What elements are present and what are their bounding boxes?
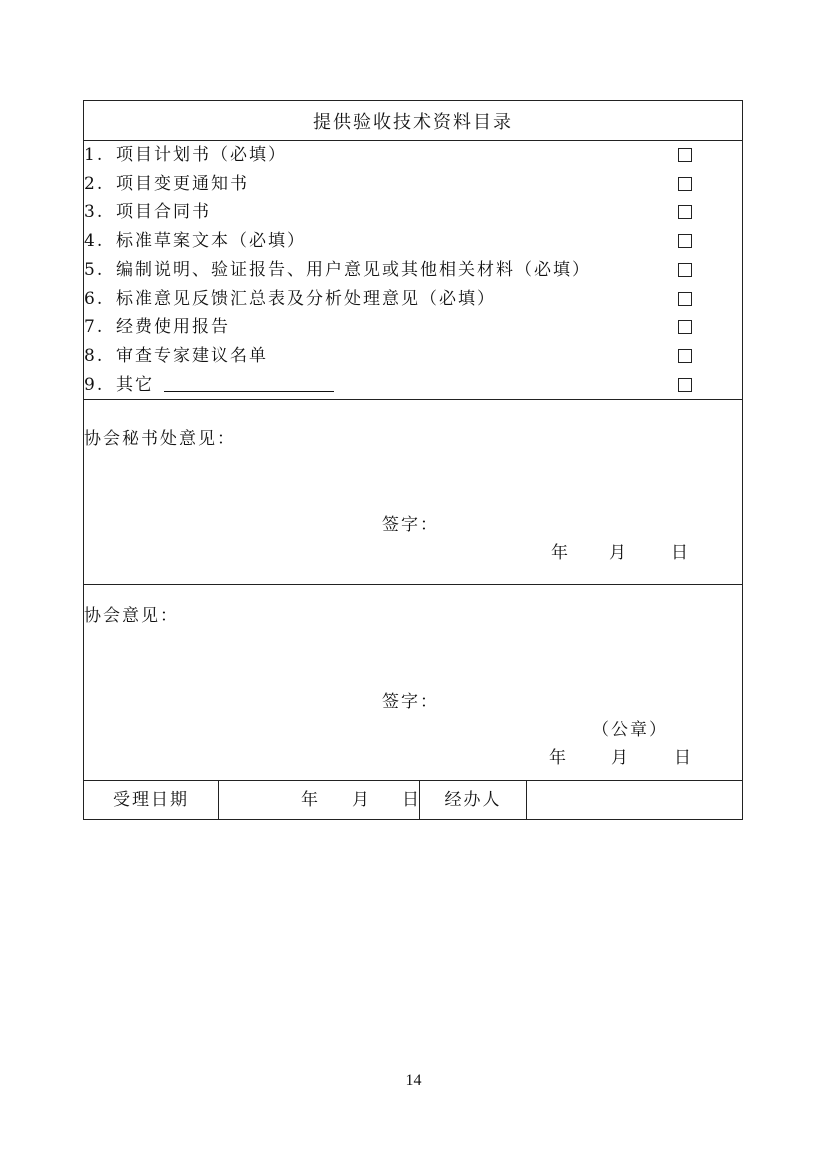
checklist-item	[84, 198, 742, 226]
receipt-day-label: 日	[402, 790, 421, 810]
item-number: 3.	[84, 202, 105, 223]
handler-value-cell[interactable]	[527, 781, 742, 819]
item-label-text: 其它	[116, 374, 154, 395]
receipt-date-label: 受理日期	[113, 790, 189, 810]
association-opinion-label: 协会意见：	[84, 606, 179, 626]
item-number: 4.	[84, 231, 105, 252]
checklist-item	[84, 371, 742, 399]
item-checkbox[interactable]	[678, 378, 692, 392]
item-checkbox[interactable]	[678, 263, 692, 277]
item-number: 1.	[84, 145, 105, 165]
item-number: 9.	[84, 374, 105, 395]
secretariat-sign-label: 签字：	[382, 515, 439, 535]
form-title-row	[84, 101, 742, 141]
checklist-item	[84, 342, 742, 370]
receipt-row	[84, 781, 742, 819]
checklist-item	[84, 285, 742, 313]
item-label: 经费使用报告	[116, 317, 230, 338]
secretariat-opinion-label: 协会秘书处意见：	[84, 429, 236, 449]
acceptance-form	[83, 100, 743, 820]
checklist-item	[84, 256, 742, 284]
item-label: 项目计划书（必填）	[116, 145, 287, 165]
materials-checklist	[84, 141, 742, 400]
association-day-label: 日	[674, 748, 693, 768]
item-number: 5.	[84, 259, 105, 280]
association-seal-label: （公章）	[592, 720, 668, 740]
item-label: 标准草案文本（必填）	[116, 231, 306, 252]
other-fill-line[interactable]	[164, 390, 334, 392]
receipt-date-label-cell	[84, 781, 219, 819]
item-number: 6.	[84, 288, 105, 309]
secretariat-month-label: 月	[609, 543, 628, 563]
checklist-item	[84, 313, 742, 341]
association-sign-label: 签字：	[382, 692, 439, 712]
page-number: 14	[405, 1072, 422, 1089]
item-label: 审查专家建议名单	[116, 345, 268, 366]
receipt-date-cell[interactable]	[219, 781, 420, 819]
item-label: 项目变更通知书	[116, 173, 249, 194]
association-month-label: 月	[611, 748, 630, 768]
handler-label: 经办人	[444, 790, 502, 810]
item-checkbox[interactable]	[678, 349, 692, 363]
item-checkbox[interactable]	[678, 234, 692, 248]
secretariat-year-label: 年	[551, 543, 570, 563]
checklist-item	[84, 227, 742, 255]
item-checkbox[interactable]	[678, 177, 692, 191]
item-checkbox[interactable]	[678, 320, 692, 334]
handler-label-cell	[420, 781, 527, 819]
receipt-month-label: 月	[352, 790, 371, 810]
receipt-year-label: 年	[301, 790, 320, 810]
checklist-item	[84, 170, 742, 198]
item-label-other	[116, 371, 334, 399]
association-opinion-section	[84, 585, 742, 781]
item-label: 编制说明、验证报告、用户意见或其他相关材料（必填）	[116, 259, 591, 280]
item-number: 7.	[84, 317, 105, 338]
item-number: 2.	[84, 173, 105, 194]
association-year-label: 年	[549, 748, 568, 768]
secretariat-opinion-section	[84, 400, 742, 585]
form-title: 提供验收技术资料目录	[313, 111, 513, 133]
item-checkbox[interactable]	[678, 205, 692, 219]
item-label: 标准意见反馈汇总表及分析处理意见（必填）	[116, 288, 496, 309]
checklist-item	[84, 141, 742, 169]
item-checkbox[interactable]	[678, 148, 692, 162]
secretariat-day-label: 日	[671, 543, 690, 563]
item-label: 项目合同书	[116, 202, 211, 223]
item-number: 8.	[84, 345, 105, 366]
item-checkbox[interactable]	[678, 292, 692, 306]
